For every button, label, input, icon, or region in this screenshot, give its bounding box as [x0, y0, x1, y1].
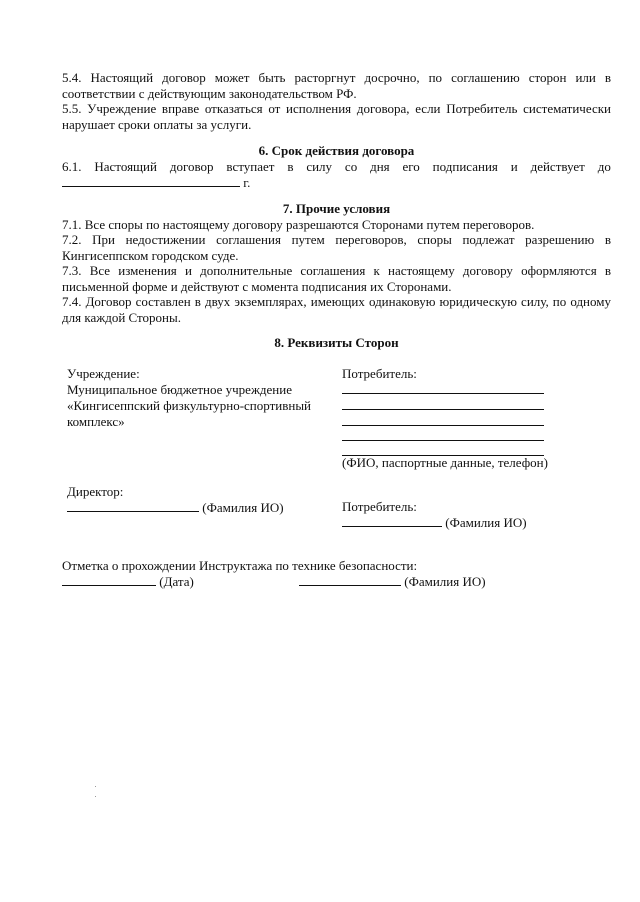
- section-8: [62, 335, 611, 351]
- clause-6-1-word: со: [344, 158, 358, 174]
- date-blank-line: [62, 174, 240, 187]
- clause-7-1: 7.1. Все споры по настоящему договору разрешаются Сторонами путем переговоров.: [62, 216, 535, 232]
- clause-6-1-word: 6.1.: [62, 158, 82, 174]
- section-6: [62, 143, 611, 191]
- briefing-date: [62, 573, 194, 590]
- briefing-name-caption: (Фамилия ИО): [404, 574, 486, 589]
- director-sign-line: [67, 499, 199, 512]
- clause-6-1-word: в: [287, 158, 294, 174]
- clause-6-1-word: вступает: [226, 158, 275, 174]
- consumer-label: Потребитель:: [342, 366, 417, 381]
- briefing-date-caption: (Дата): [159, 574, 194, 589]
- section-7-heading: 7. Прочие условия: [282, 201, 391, 216]
- section-6-heading: 6. Срок действия договора: [258, 143, 415, 158]
- clause-7-3: 7.3. Все изменения и дополнительные соглашения к настоящему договору оформляются в письменной форме и действуют с момента подписания их Сторонами.: [62, 263, 611, 294]
- consumer-sign-line: [342, 514, 442, 527]
- director-label: Директор:: [67, 484, 124, 499]
- consumer-line-3: [342, 425, 544, 426]
- scan-speck: [95, 786, 96, 787]
- clause-6-1-word: дня: [370, 158, 390, 174]
- clause-6-1-word: подписания: [432, 158, 498, 174]
- section-5: [62, 70, 611, 132]
- briefing-label: Отметка о прохождении Инструктажа по технике безопасности:: [62, 558, 418, 573]
- consumer-sign-caption: (Фамилия ИО): [445, 515, 527, 530]
- institution-name-line-1: Муниципальное бюджетное учреждение: [67, 382, 292, 397]
- briefing-name: [299, 573, 486, 590]
- institution-name-line-2: «Кингисеппский физкультурно-спортивный: [67, 398, 312, 413]
- clause-5-5: 5.5. Учреждение вправе отказаться от исполнения договора, если Потребитель систематически нарушает сроки оплаты за услуги.: [62, 101, 611, 132]
- director-signature: [67, 499, 284, 516]
- scan-speck: [95, 796, 96, 797]
- consumer-caption: (ФИО, паспортные данные, телефон): [342, 455, 548, 470]
- year-suffix: г.: [243, 175, 251, 190]
- clause-6-1-word: его: [402, 158, 420, 174]
- consumer-line-1: [342, 393, 544, 394]
- clause-6-1-word: действует: [530, 158, 585, 174]
- clause-6-1-word: Настоящий: [94, 158, 157, 174]
- clause-7-2: 7.2. При недостижении соглашения путем переговоров, споры подлежат разрешению в Кингисеппском городском суде.: [62, 232, 611, 263]
- director-sign-caption: (Фамилия ИО): [202, 500, 284, 515]
- institution-label: Учреждение:: [67, 366, 140, 381]
- institution-name-line-3: комплекс»: [67, 414, 125, 429]
- section-7: [62, 201, 611, 325]
- briefing-name-line: [299, 573, 401, 586]
- clause-6-1-word: до: [597, 158, 611, 174]
- clause-6-1-word: и: [510, 158, 518, 174]
- clause-7-4: 7.4. Договор составлен в двух экземплярах, имеющих одинаковую юридическую силу, по одному для каждой Стороны.: [62, 294, 611, 325]
- section-8-heading: 8. Реквизиты Сторон: [274, 335, 399, 350]
- institution-block: [67, 366, 311, 430]
- briefing-date-line: [62, 573, 156, 586]
- clause-6-1-word: договор: [169, 158, 214, 174]
- clause-6-1-date: [62, 174, 611, 191]
- consumer-signature: [342, 514, 527, 531]
- consumer-line-2: [342, 409, 544, 410]
- clause-6-1-word: силу: [306, 158, 333, 174]
- clause-6-1: [62, 159, 611, 175]
- consumer-sign-label: Потребитель:: [342, 499, 417, 514]
- consumer-line-4: [342, 440, 544, 441]
- clause-5-4: 5.4. Настоящий договор может быть расторгнут досрочно, по соглашению сторон или в соответствии с действующим законодательством РФ.: [62, 70, 611, 101]
